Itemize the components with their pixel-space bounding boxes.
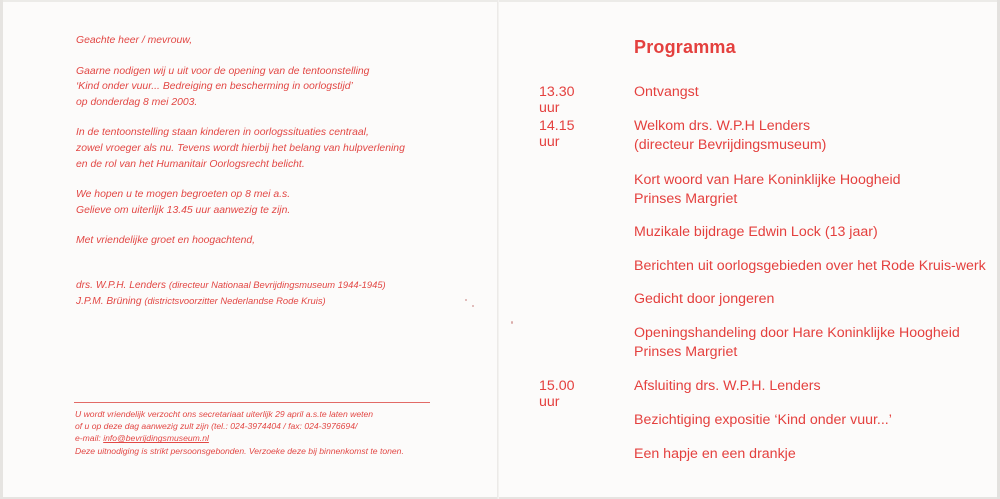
programme-item-line: Prinses Margriet <box>634 191 738 207</box>
card-edge-left <box>0 0 3 499</box>
programme-item-line: Afsluiting drs. W.P.H. Lenders <box>634 378 821 394</box>
footnote-email-line <box>75 432 475 444</box>
scan-speck <box>511 321 513 324</box>
paragraph-invitation <box>76 64 456 111</box>
footnote-line: Deze uitnodiging is strikt persoonsgebonden. Verzoeke deze bij binnenkomst te tonen. <box>75 445 404 456</box>
signatory-name: J.P.M. Brüning <box>76 296 142 308</box>
letter-line: Gelieve om uiterlijk 13.45 uur aanwezig te zijn. <box>76 204 291 216</box>
programme-item <box>634 324 974 362</box>
programme-item <box>634 445 974 464</box>
paragraph-exhibition <box>76 125 456 172</box>
letter-line: zowel vroeger als nu. Tevens wordt hierbij het belang van hulpverlening <box>76 142 405 154</box>
rsvp-footnote <box>75 408 475 457</box>
programme-item-line: Kort woord van Hare Koninklijke Hoogheid <box>634 172 901 188</box>
closing: Met vriendelijke groet en hoogachtend, <box>76 235 256 247</box>
programme-item <box>634 290 974 309</box>
signatory-role: (districtsvoorzitter Nederlandse Rode Kruis) <box>144 295 326 307</box>
programme-item-line: Muzikale bijdrage Edwin Lock (13 jaar) <box>634 224 878 240</box>
programme-time: 15.00 uur <box>539 378 575 410</box>
programme-item-line: Ontvangst <box>634 84 699 100</box>
programme-item-line: Welkom drs. W.P.H Lenders <box>634 118 811 134</box>
letter-line: We hopen u te mogen begroeten op 8 mei a.s. <box>76 189 291 201</box>
footnote-divider <box>74 402 430 403</box>
signatory-name: drs. W.P.H. Lenders <box>76 279 167 291</box>
email-link[interactable]: info@bevrijdingsmuseum.nl <box>103 433 209 444</box>
programme-item <box>634 257 986 276</box>
programme-item <box>634 171 974 209</box>
invitation-letter <box>76 33 456 310</box>
letter-line: In de tentoonstelling staan kinderen in oorlogssituaties centraal, <box>76 127 369 139</box>
paragraph-arrival <box>76 187 456 218</box>
card-edge-top <box>0 0 1000 2</box>
programme-item-line: Openingshandeling door Hare Koninklijke Hoogheid <box>634 325 960 341</box>
programme-item-line: (directeur Bevrijdingsmuseum) <box>634 137 827 153</box>
letter-line: ‘Kind onder vuur... Bedreiging en bescherming in oorlogstijd’ <box>76 81 353 93</box>
programme-item-line: Berichten uit oorlogsgebieden over het Rode Kruis-werk <box>634 258 986 274</box>
signatory-role: (directeur Nationaal Bevrijdingsmuseum 1944-1945) <box>168 278 386 290</box>
programme-item-line: Bezichtiging expositie ‘Kind onder vuur...’ <box>634 412 892 428</box>
programme-item-line: Een hapje en een drankje <box>634 446 796 462</box>
email-prefix: e-mail: <box>75 433 104 444</box>
programme-title: Programma <box>634 37 736 57</box>
programme-item-line: Prinses Margriet <box>634 344 738 360</box>
programme-item <box>634 411 974 430</box>
footnote-line: U wordt vriendelijk verzocht ons secretariaat uiterlijk 29 april a.s.te laten weten <box>75 409 374 419</box>
programme-item <box>634 83 974 102</box>
scan-speck <box>465 299 467 301</box>
programme-time: 13.30 uur <box>539 84 575 116</box>
signatory-bruning <box>76 293 456 310</box>
programme-item <box>634 377 974 396</box>
center-fold <box>497 0 499 499</box>
programme-item-line: Gedicht door jongeren <box>634 291 775 307</box>
letter-line: en de rol van het Humanitair Oorlogsrecht belicht. <box>76 158 305 170</box>
programme-item <box>634 117 974 155</box>
programme-time: 14.15 uur <box>539 118 575 150</box>
signatory-lenders <box>76 277 456 294</box>
footnote-line: of u op deze dag aanwezig zult zijn (tel.: 024-3974404 / fax: 024-3976694/ <box>75 421 358 432</box>
programme-item <box>634 223 974 242</box>
scan-speck <box>472 305 474 307</box>
letter-line: op donderdag 8 mei 2003. <box>76 96 198 108</box>
salutation: Geachte heer / mevrouw, <box>76 35 193 46</box>
letter-line: Gaarne nodigen wij u uit voor de opening van de tentoonstelling <box>76 65 370 77</box>
